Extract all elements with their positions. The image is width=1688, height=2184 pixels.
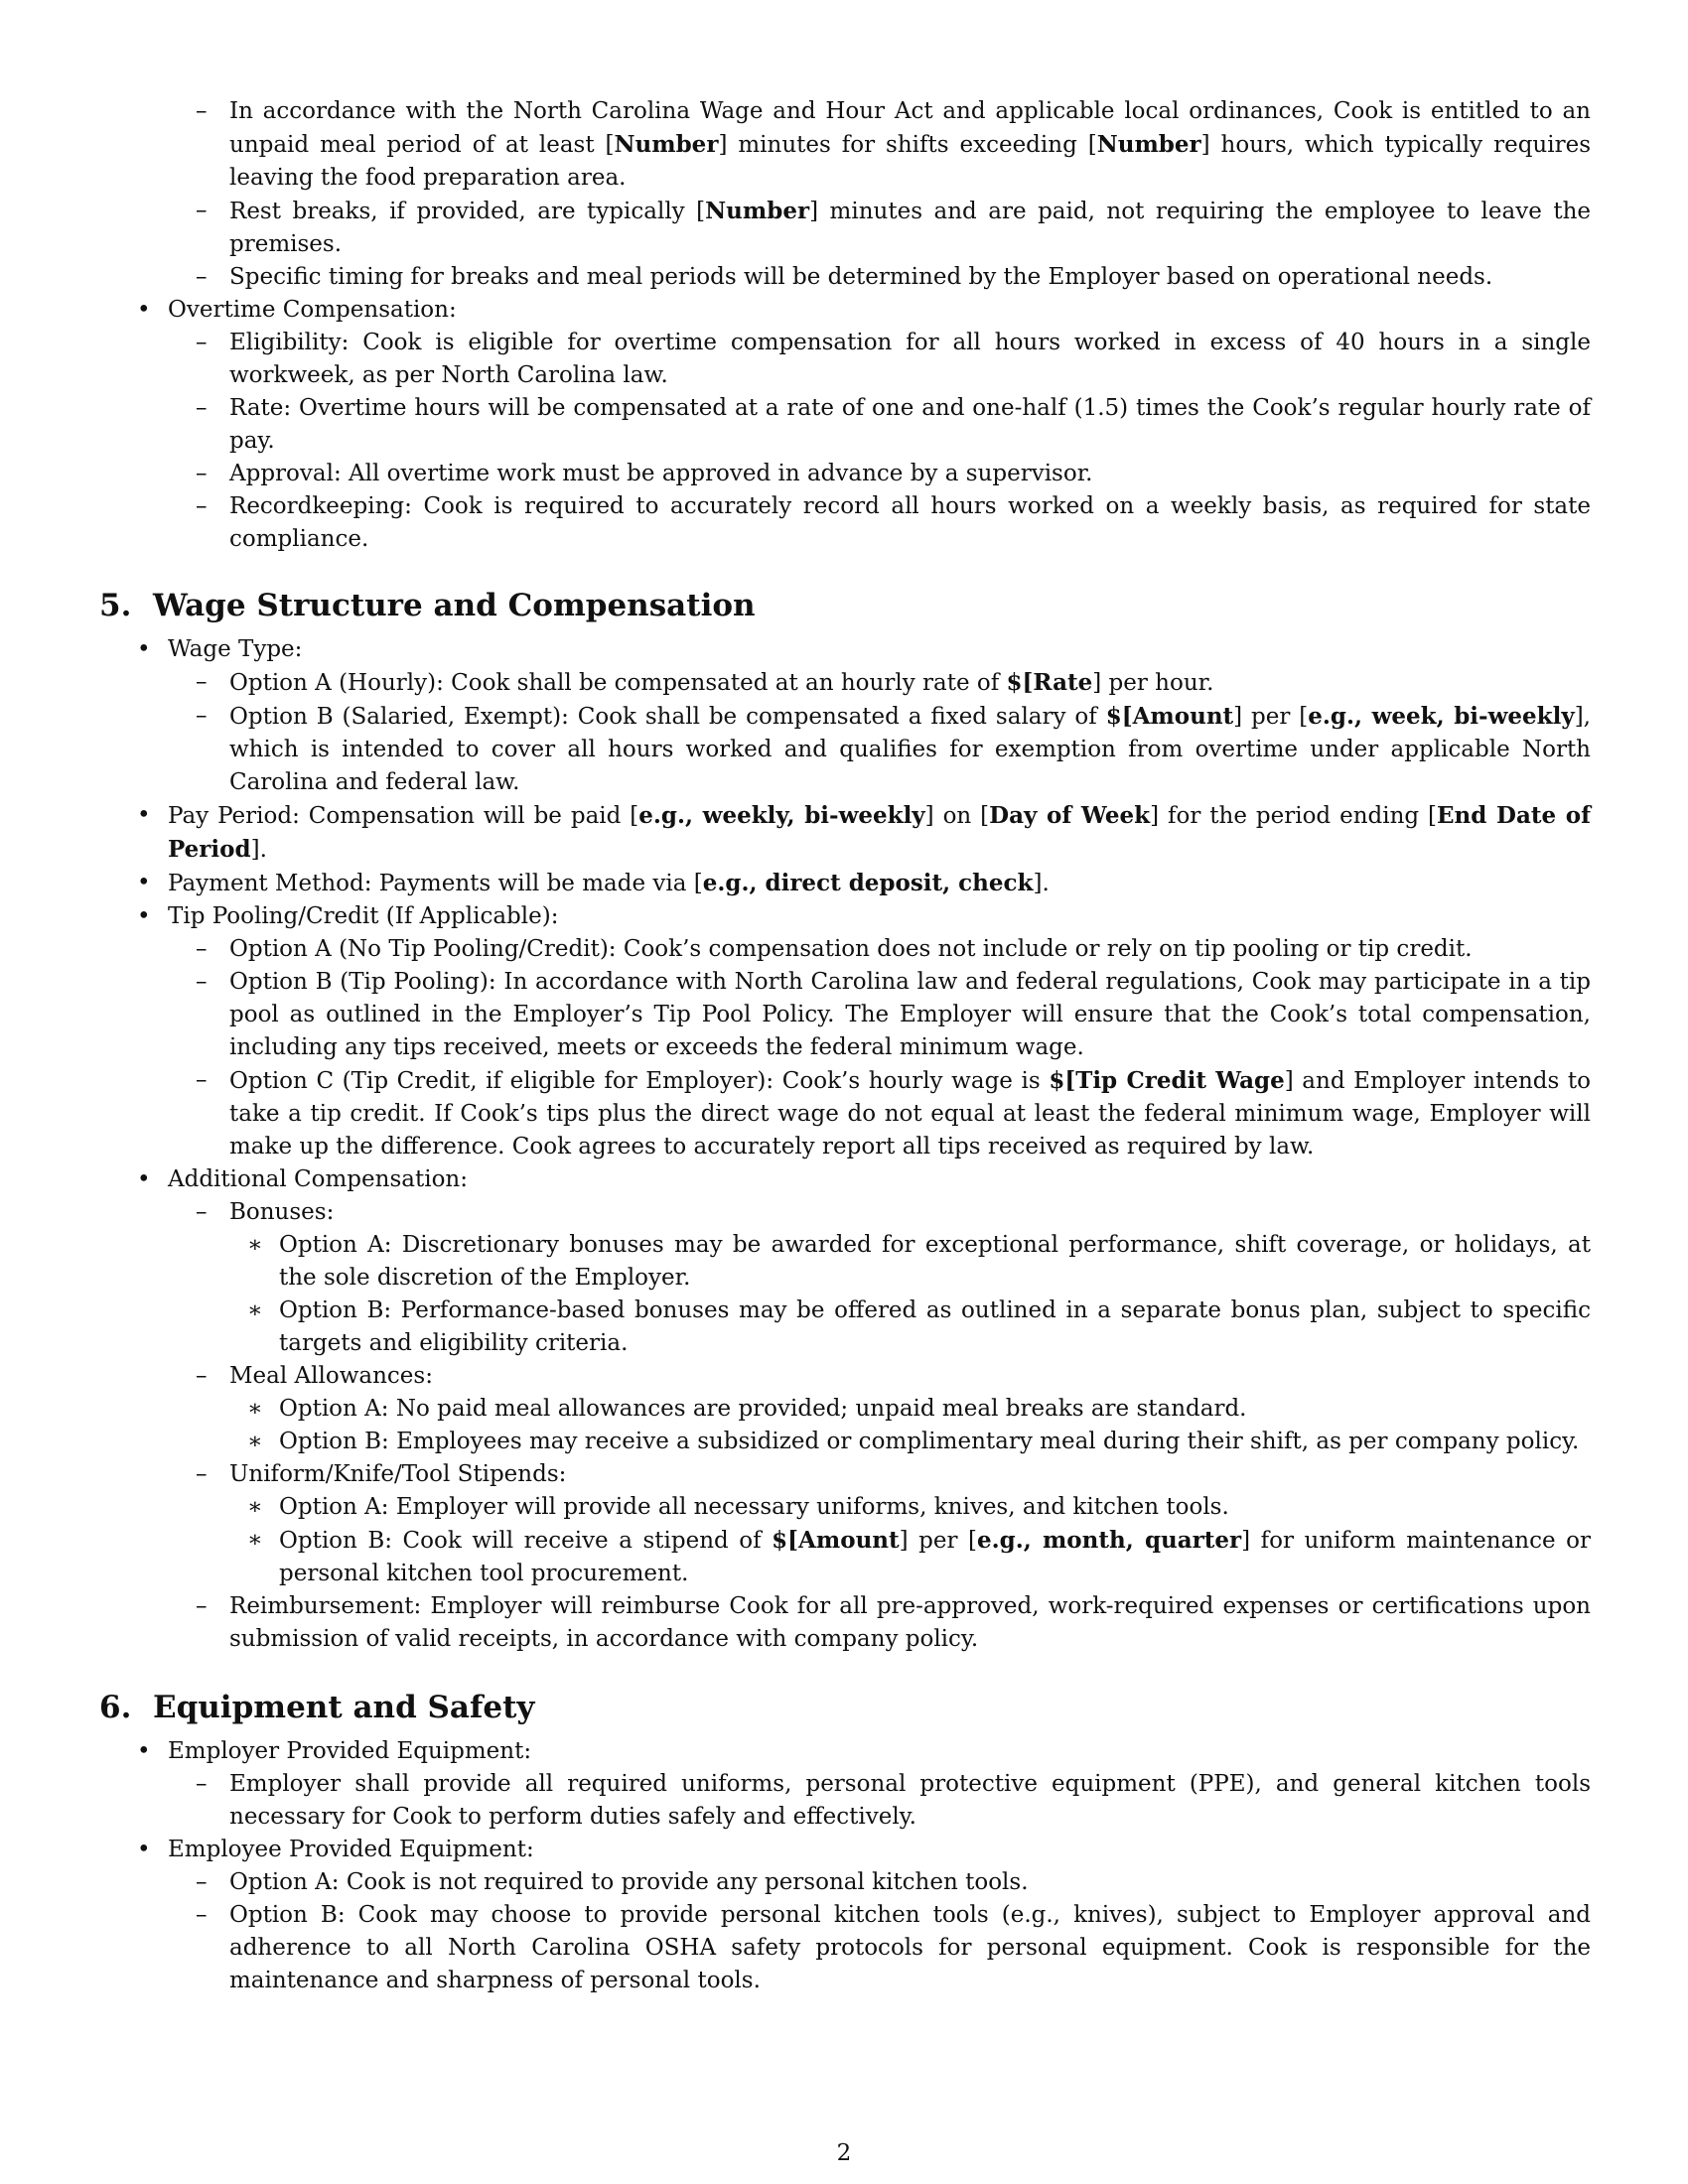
text-run: Option A: No paid meal allowances are provided; unpaid meal breaks are standard. xyxy=(279,1396,1247,1422)
bullet-marker: – xyxy=(196,969,208,995)
bullet-marker: • xyxy=(137,1166,151,1192)
list-item-level-2 xyxy=(99,1768,1591,1834)
text-run: ] for uniform maintenance or personal kitchen tool procurement. xyxy=(279,1528,1591,1586)
list-item-text xyxy=(229,1360,1591,1393)
text-run: Rate: Overtime hours will be compensated at a rate of one and one-half (1.5) times the Cook’s regular hourly rate of pay. xyxy=(229,395,1591,454)
bullet-marker: – xyxy=(196,1771,208,1797)
list-item-text xyxy=(229,392,1591,458)
bullet-marker: • xyxy=(137,903,151,929)
list-item-level-1 xyxy=(99,633,1591,666)
text-run: Uniform/Knife/Tool Stipends: xyxy=(229,1461,567,1487)
bullet-marker: – xyxy=(196,98,208,124)
text-run: Option B: Employees may receive a subsidized or complimentary meal during their shift, as per company policy. xyxy=(279,1429,1580,1454)
bullet-marker: – xyxy=(196,1363,208,1389)
list-item-text xyxy=(168,294,1591,327)
list-item-text xyxy=(168,1735,1591,1768)
list-item-level-2 xyxy=(99,490,1591,556)
list-item-text xyxy=(229,95,1591,195)
text-run: Payment Method: Payments will be made via [ xyxy=(168,871,703,896)
text-run: Eligibility: Cook is eligible for overtime compensation for all hours worked in excess of 40 hours in a single workweek, as per North Carolina law. xyxy=(229,330,1591,388)
text-run: Option A: Cook is not required to provide any personal kitchen tools. xyxy=(229,1869,1029,1895)
list-item-text xyxy=(229,700,1591,799)
section-6-heading: 6. Equipment and Safety xyxy=(99,1690,535,1725)
text-run: Employer shall provide all required uniforms, personal protective equipment (PPE), and general kitchen tools necessary for Cook to perform duties safely and effectively. xyxy=(229,1771,1591,1830)
list-item-level-1 xyxy=(99,294,1591,327)
placeholder-field: $[Amount xyxy=(1105,703,1234,730)
text-run: Employer Provided Equipment: xyxy=(168,1738,532,1764)
bullet-marker: ∗ xyxy=(247,1396,263,1422)
list-item-text xyxy=(229,666,1591,700)
text-run: ] minutes for shifts exceeding [ xyxy=(718,132,1097,158)
list-item-text xyxy=(229,933,1591,966)
list-item-text xyxy=(279,1491,1591,1524)
list-item-text xyxy=(229,490,1591,556)
text-run: Reimbursement: Employer will reimburse Cook for all pre-approved, work-required expenses or certifications upon submission of valid receipts, in accordance with company policy. xyxy=(229,1593,1591,1652)
list-item-text xyxy=(229,327,1591,392)
list-item-level-2 xyxy=(99,1866,1591,1899)
text-run: Option B (Salaried, Exempt): Cook shall be compensated a fixed salary of xyxy=(229,704,1106,730)
list-item-level-1 xyxy=(99,1163,1591,1196)
text-run: ] and Employer intends to take a tip credit. If Cook’s tips plus the direct wage do not equal at least the federal minimum wage, Employer will make up the difference. Cook agrees to accurately report all tips received as required by law. xyxy=(229,1068,1591,1160)
text-run: ] on [ xyxy=(924,803,990,829)
list-item-level-3 xyxy=(99,1393,1591,1426)
placeholder-field: Day of Week xyxy=(989,802,1151,829)
bullet-marker: – xyxy=(196,1869,208,1895)
bullet-marker: • xyxy=(137,802,151,828)
placeholder-field: $[Rate xyxy=(1006,669,1093,696)
placeholder-field: Number xyxy=(614,131,719,158)
bullet-marker: ∗ xyxy=(247,1429,263,1454)
text-run: Option B: Cook will receive a stipend of xyxy=(279,1528,773,1554)
text-run: ]. xyxy=(250,837,267,863)
text-run: Option A: Employer will provide all necessary uniforms, knives, and kitchen tools. xyxy=(279,1494,1229,1520)
list-item-text xyxy=(229,1064,1591,1163)
list-item-level-3 xyxy=(99,1426,1591,1458)
text-run: Employee Provided Equipment: xyxy=(168,1837,534,1862)
list-item-level-2 xyxy=(99,1458,1591,1491)
text-run: ]. xyxy=(1033,871,1050,896)
text-run: ], which is intended to cover all hours worked and qualifies for exemption from overtime under applicable North Carolina and federal law. xyxy=(229,704,1591,795)
text-run: ] hours, which typically requires leaving the food preparation area. xyxy=(229,132,1591,191)
list-item-text xyxy=(229,966,1591,1064)
placeholder-field: e.g., weekly, bi-weekly xyxy=(638,802,925,829)
wage-structure-list xyxy=(99,633,1591,1656)
text-run: Pay Period: Compensation will be paid [ xyxy=(168,803,639,829)
list-item-text xyxy=(279,1524,1591,1590)
bullet-marker: – xyxy=(196,669,208,695)
text-run: Specific timing for breaks and meal periods will be determined by the Employer based on operational needs. xyxy=(229,264,1493,290)
bullet-marker: – xyxy=(196,461,208,486)
placeholder-field: Number xyxy=(1096,131,1201,158)
placeholder-field: e.g., direct deposit, check xyxy=(702,870,1034,896)
list-item-text xyxy=(229,1866,1591,1899)
text-run: Additional Compensation: xyxy=(168,1166,468,1192)
text-run: Bonuses: xyxy=(229,1199,335,1225)
bullet-marker: • xyxy=(137,870,151,895)
overtime-list xyxy=(99,95,1591,556)
list-item-text xyxy=(279,1229,1591,1295)
list-item-text xyxy=(279,1295,1591,1360)
list-item-level-3 xyxy=(99,1491,1591,1524)
text-run: ] per [ xyxy=(899,1528,977,1554)
list-item-level-1 xyxy=(99,1735,1591,1768)
text-run: Approval: All overtime work must be approved in advance by a supervisor. xyxy=(229,461,1093,486)
list-item-text xyxy=(279,1426,1591,1458)
bullet-marker: – xyxy=(196,703,208,729)
bullet-marker: ∗ xyxy=(247,1297,263,1323)
bullet-marker: – xyxy=(196,936,208,962)
bullet-marker: – xyxy=(196,264,208,290)
placeholder-field: $[Tip Credit Wage xyxy=(1049,1067,1285,1094)
document-body xyxy=(99,95,1591,1997)
list-item-text xyxy=(229,1590,1591,1656)
bullet-marker: • xyxy=(137,636,151,662)
list-item-level-2 xyxy=(99,261,1591,294)
text-run: Option B (Tip Pooling): In accordance with North Carolina law and federal regulations, Cook may participate in a tip pool as outlined in the Employer’s Tip Pool Policy. The Employer will ensure that the Cook’s total compensation, including any tips received, meets or exceeds the federal minimum wage. xyxy=(229,969,1591,1060)
list-item-level-2 xyxy=(99,1064,1591,1163)
list-item-text xyxy=(229,1458,1591,1491)
list-item-level-1 xyxy=(99,867,1591,900)
list-item-text xyxy=(229,1899,1591,1997)
list-item-level-2 xyxy=(99,327,1591,392)
list-item-text xyxy=(279,1393,1591,1426)
equipment-list xyxy=(99,1735,1591,1997)
bullet-marker: ∗ xyxy=(247,1494,263,1520)
text-run: Option B: Performance-based bonuses may be offered as outlined in a separate bonus plan, subject to specific targets and eligibility criteria. xyxy=(279,1297,1591,1356)
text-run: ] per [ xyxy=(1233,704,1309,730)
list-item-level-2 xyxy=(99,1196,1591,1229)
bullet-marker: ∗ xyxy=(247,1232,263,1258)
text-run: Option B: Cook may choose to provide personal kitchen tools (e.g., knives), subject to Employer approval and adherence to all North Carolina OSHA safety protocols for personal equipment. Cook is responsible for the maintenance and sharpness of personal tools. xyxy=(229,1902,1591,1993)
list-item-level-2 xyxy=(99,966,1591,1064)
bullet-marker: – xyxy=(196,395,208,421)
text-run: Option A: Discretionary bonuses may be awarded for exceptional performance, shift coverage, or holidays, at the sole discretion of the Employer. xyxy=(279,1232,1591,1291)
list-item-text xyxy=(229,195,1591,261)
list-item-text xyxy=(229,458,1591,490)
bullet-marker: • xyxy=(137,1837,151,1862)
placeholder-field: e.g., month, quarter xyxy=(977,1527,1242,1554)
list-item-level-2 xyxy=(99,195,1591,261)
bullet-marker: – xyxy=(196,493,208,519)
list-item-level-3 xyxy=(99,1229,1591,1295)
text-run: ] minutes and are paid, not requiring the employee to leave the premises. xyxy=(229,199,1591,257)
bullet-marker: – xyxy=(196,1902,208,1928)
list-item-level-3 xyxy=(99,1295,1591,1360)
placeholder-field: End Date of Period xyxy=(168,802,1591,863)
list-item-text xyxy=(168,799,1591,867)
text-run: In accordance with the North Carolina Wage and Hour Act and applicable local ordinances, Cook is entitled to an unpaid meal period of at least [ xyxy=(229,98,1591,158)
list-item-text xyxy=(168,900,1591,933)
list-item-level-1 xyxy=(99,1834,1591,1866)
placeholder-field: e.g., week, bi-weekly xyxy=(1308,703,1575,730)
text-run: ] per hour. xyxy=(1092,670,1214,696)
bullet-marker: – xyxy=(196,1593,208,1619)
text-run: Overtime Compensation: xyxy=(168,297,457,323)
bullet-marker: – xyxy=(196,1067,208,1093)
list-item-level-1 xyxy=(99,799,1591,867)
list-item-text xyxy=(229,1768,1591,1834)
bullet-marker: • xyxy=(137,297,151,323)
text-run: Option A (No Tip Pooling/Credit): Cook’s compensation does not include or rely on tip pooling or tip credit. xyxy=(229,936,1473,962)
text-run: Meal Allowances: xyxy=(229,1363,433,1389)
text-run: Rest breaks, if provided, are typically [ xyxy=(229,199,706,224)
text-run: Wage Type: xyxy=(168,636,303,662)
bullet-marker: – xyxy=(196,1199,208,1225)
list-item-level-2 xyxy=(99,95,1591,195)
list-item-level-2 xyxy=(99,1899,1591,1997)
list-item-level-2 xyxy=(99,666,1591,700)
list-item-level-2 xyxy=(99,700,1591,799)
page-number: 2 xyxy=(836,2140,852,2166)
text-run: Tip Pooling/Credit (If Applicable): xyxy=(168,903,559,929)
text-run: Recordkeeping: Cook is required to accurately record all hours worked on a weekly basis, as required for state compliance. xyxy=(229,493,1591,552)
bullet-marker: • xyxy=(137,1738,151,1764)
list-item-level-3 xyxy=(99,1524,1591,1590)
list-item-level-2 xyxy=(99,392,1591,458)
text-run: Option A (Hourly): Cook shall be compensated at an hourly rate of xyxy=(229,670,1007,696)
text-run: ] for the period ending [ xyxy=(1150,803,1438,829)
list-item-level-2 xyxy=(99,933,1591,966)
list-item-level-2 xyxy=(99,458,1591,490)
placeholder-field: Number xyxy=(705,198,810,224)
list-item-text xyxy=(168,633,1591,666)
list-item-text xyxy=(168,867,1591,900)
text-run: Option C (Tip Credit, if eligible for Employer): Cook’s hourly wage is xyxy=(229,1068,1050,1094)
list-item-level-2 xyxy=(99,1590,1591,1656)
section-5-heading: 5. Wage Structure and Compensation xyxy=(99,588,756,623)
list-item-text xyxy=(229,261,1591,294)
list-item-text xyxy=(168,1834,1591,1866)
list-item-text xyxy=(229,1196,1591,1229)
list-item-level-1 xyxy=(99,900,1591,933)
list-item-text xyxy=(168,1163,1591,1196)
bullet-marker: – xyxy=(196,1461,208,1487)
list-item-level-2 xyxy=(99,1360,1591,1393)
bullet-marker: – xyxy=(196,330,208,355)
bullet-marker: – xyxy=(196,198,208,223)
bullet-marker: ∗ xyxy=(247,1527,263,1553)
placeholder-field: $[Amount xyxy=(772,1527,900,1554)
